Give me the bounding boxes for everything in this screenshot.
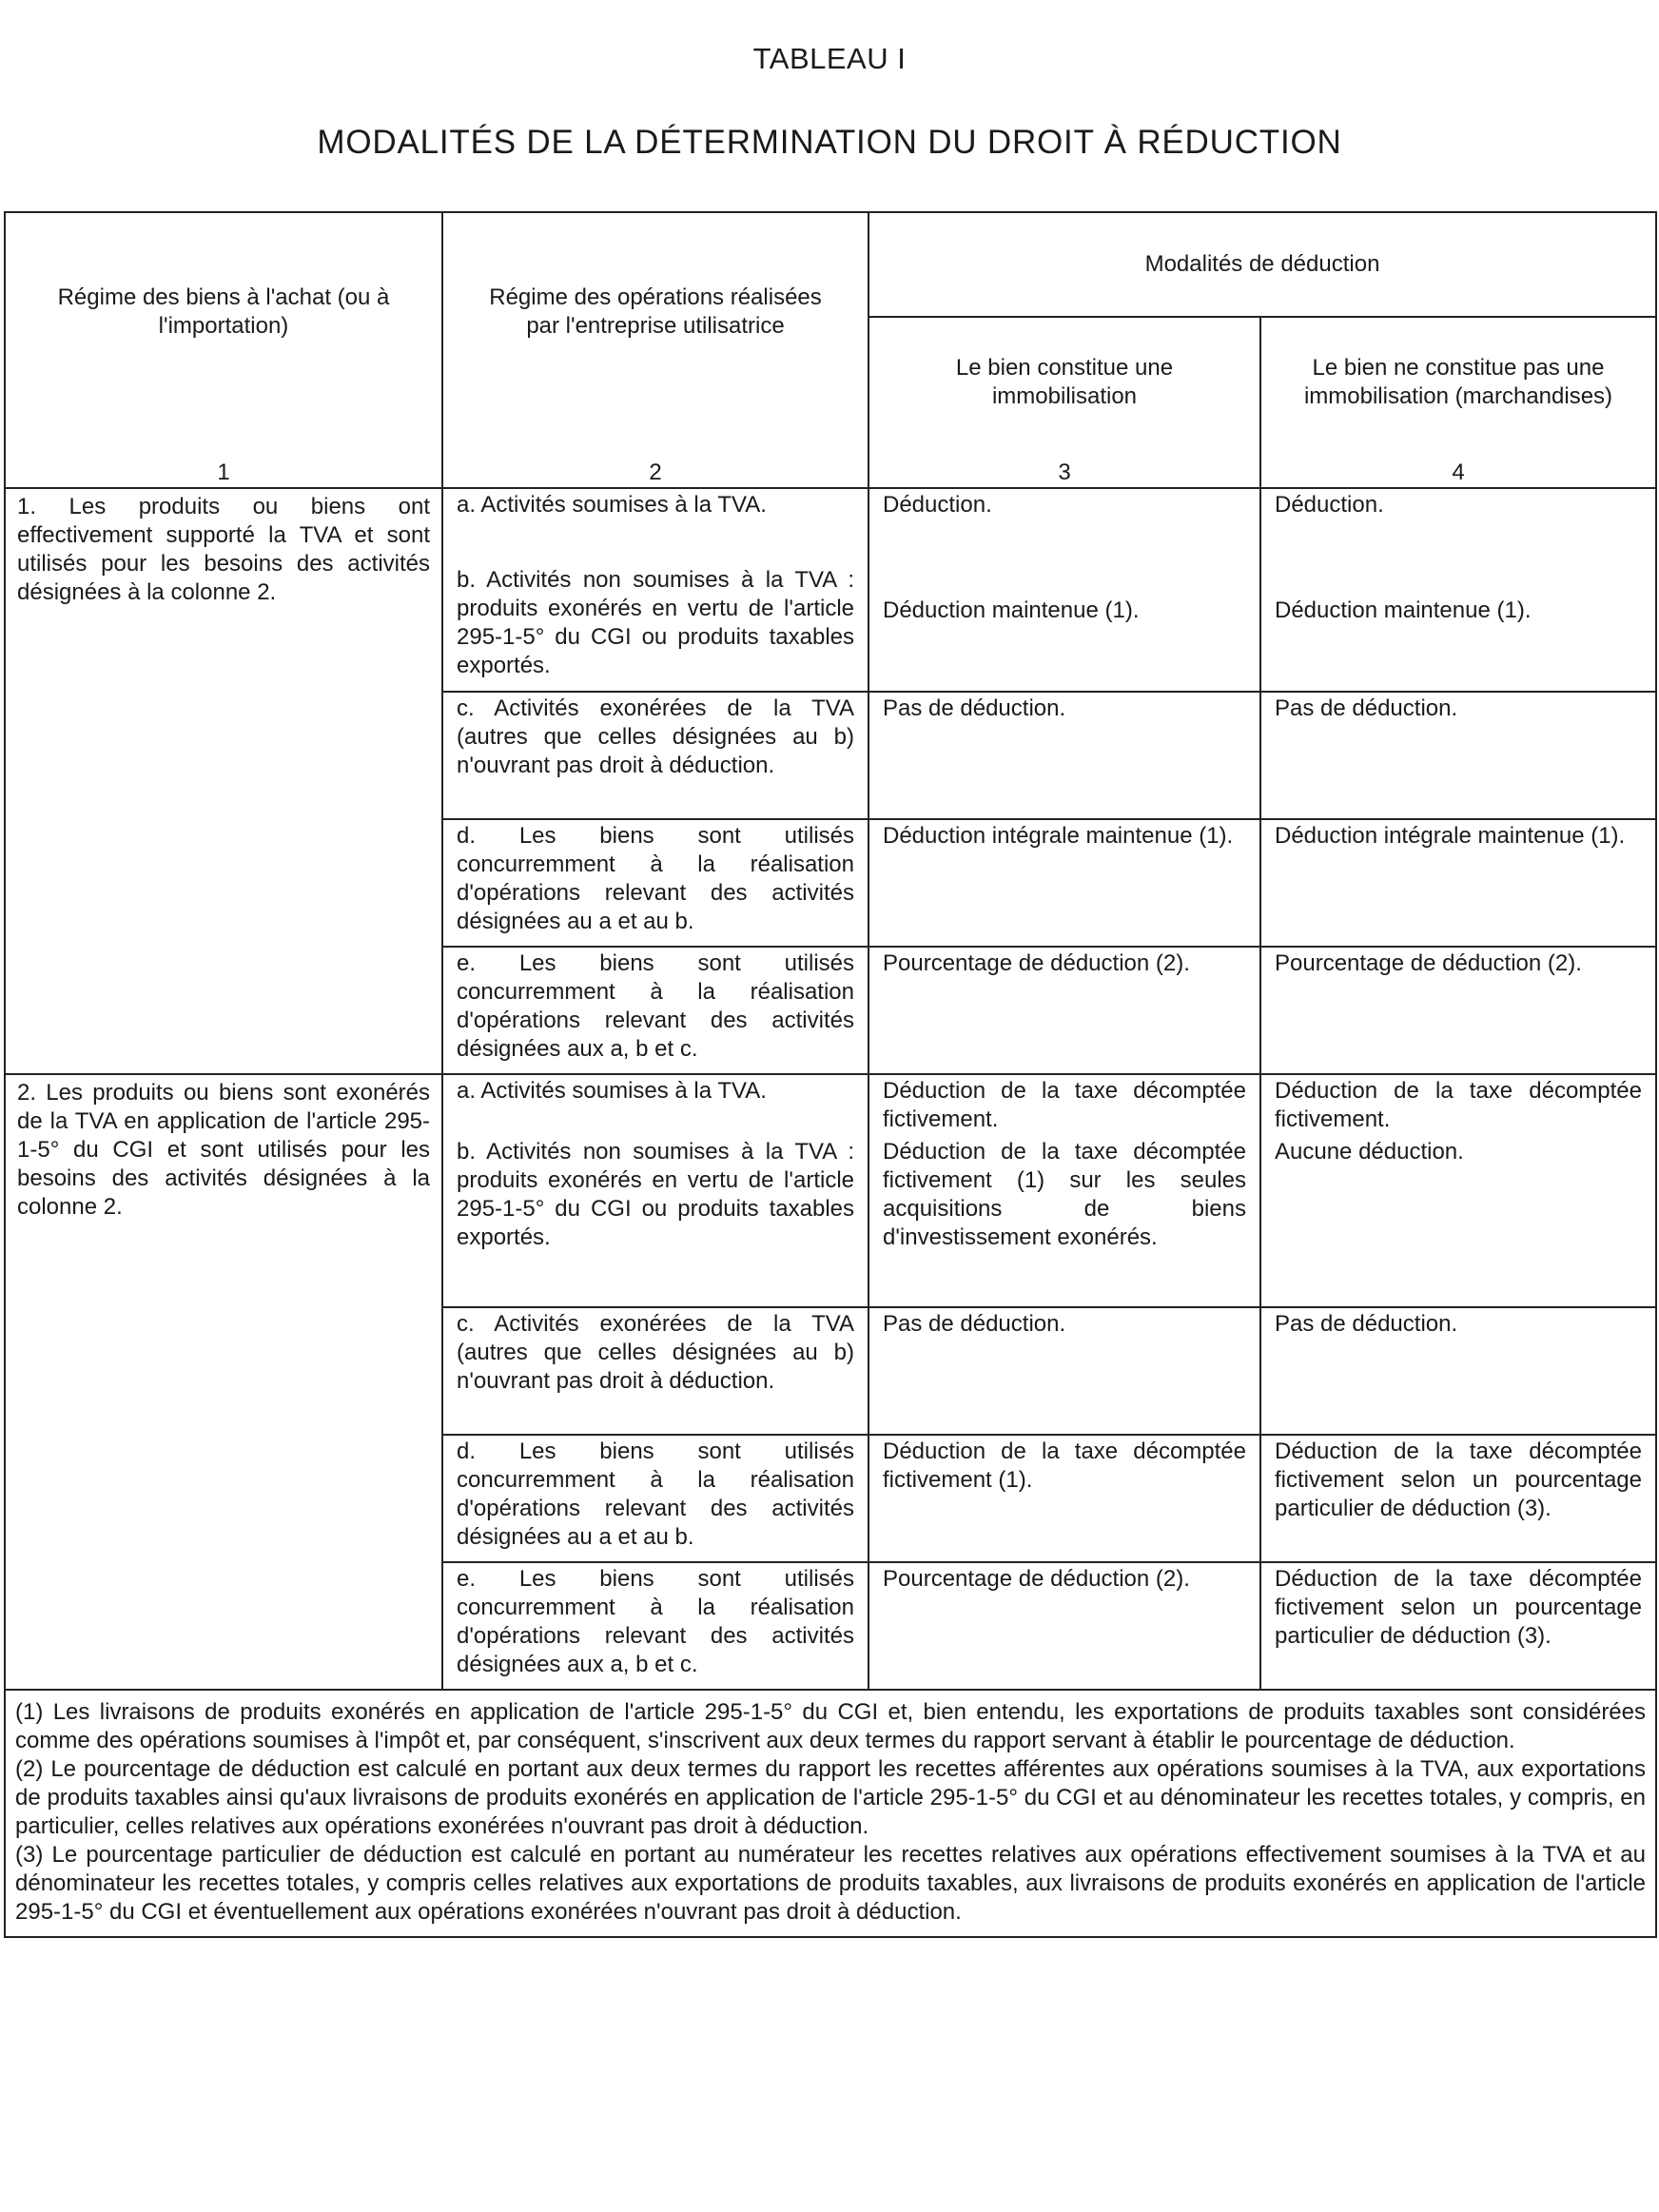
header-col1-number: 1 bbox=[217, 460, 230, 485]
header-col2-label: Régime des opérations réalisées par l'entreprise utilisatrice bbox=[489, 284, 822, 339]
footnotes bbox=[5, 1690, 1656, 1937]
footnotes-row bbox=[5, 1690, 1656, 1937]
marchandises-cell: Déduction. bbox=[1260, 488, 1656, 564]
footnote-2: (2) Le pourcentage de déduction est calculé en portant aux deux termes du rapport les recettes afférentes aux opérations soumises à la TVA, aux exportations de produits taxables ainsi qu'aux livraisons de produits exonérés en application de l'article 295-1-5° du CGI et au dénominateur les recettes totales, y compris, en particulier, celles relatives aux opérations exonérées n'ouvrant pas droit à déduction. bbox=[15, 1756, 1646, 1839]
marchandises-cell: Déduction de la taxe décomptée fictivement selon un pourcentage particulier de déduction (3). bbox=[1260, 1562, 1656, 1690]
header-col2-number: 2 bbox=[649, 460, 662, 485]
immobilisation-cell: Pas de déduction. bbox=[869, 1307, 1260, 1435]
page-title: MODALITÉS DE LA DÉTERMINATION DU DROIT À RÉDUCTION bbox=[317, 124, 1342, 161]
immobilisation-cell: Déduction de la taxe décomptée fictivement. bbox=[869, 1074, 1260, 1136]
marchandises-cell: Pourcentage de déduction (2). bbox=[1260, 947, 1656, 1074]
immobilisation-cell: Pourcentage de déduction (2). bbox=[869, 1562, 1260, 1690]
marchandises-cell: Déduction de la taxe décomptée fictivement. bbox=[1260, 1074, 1656, 1136]
header-group: Modalités de déduction bbox=[869, 212, 1656, 317]
header-col1-label: Régime des biens à l'achat (ou à l'importation) bbox=[57, 284, 390, 339]
header-col4-number: 4 bbox=[1452, 460, 1465, 485]
operation-cell: c. Activités exonérées de la TVA (autres que celles désignées au b) n'ouvrant pas droit à déduction. bbox=[442, 692, 869, 819]
header-col4-label: Le bien ne constitue pas une immobilisation (marchandises) bbox=[1303, 355, 1613, 409]
operation-cell: d. Les biens sont utilisés concurremment à la réalisation d'opérations relevant des activités désignées au a et au b. bbox=[442, 1435, 869, 1562]
footnote-3: (3) Le pourcentage particulier de déduction est calculé en portant au numérateur les recettes relatives aux opérations effectivement soumises à la TVA et au dénominateur les recettes totales, y compris celles relatives aux exportations de produits taxables, aux livraisons de produits exonérés en application de l'article 295-1-5° du CGI et éventuellement aux opérations exonérées n'ouvrant pas droit à déduction. bbox=[15, 1842, 1646, 1925]
marchandises-cell: Aucune déduction. bbox=[1260, 1136, 1656, 1307]
table-number: TABLEAU I bbox=[752, 42, 907, 75]
header-col1 bbox=[5, 212, 442, 488]
marchandises-cell: Déduction maintenue (1). bbox=[1260, 564, 1656, 692]
header-col3 bbox=[869, 317, 1260, 488]
header-col4 bbox=[1260, 317, 1656, 488]
header-col3-label: Le bien constitue une immobilisation bbox=[955, 355, 1174, 409]
regime-cell: 2. Les produits ou biens sont exonérés de la TVA en application de l'article 295-1-5° du CGI et sont utilisés pour les besoins des activités désignées à la colonne 2. bbox=[5, 1074, 442, 1690]
marchandises-cell: Déduction de la taxe décomptée fictivement selon un pourcentage particulier de déduction (3). bbox=[1260, 1435, 1656, 1562]
operation-cell: b. Activités non soumises à la TVA : produits exonérés en vertu de l'article 295-1-5° du CGI ou produits taxables exportés. bbox=[442, 1136, 869, 1307]
operation-cell: d. Les biens sont utilisés concurremment à la réalisation d'opérations relevant des activités désignées au a et au b. bbox=[442, 819, 869, 947]
operation-cell: a. Activités soumises à la TVA. bbox=[442, 1074, 869, 1136]
immobilisation-cell: Déduction intégrale maintenue (1). bbox=[869, 819, 1260, 947]
operation-cell: b. Activités non soumises à la TVA : produits exonérés en vertu de l'article 295-1-5° du CGI ou produits taxables exportés. bbox=[442, 564, 869, 692]
header-col2 bbox=[442, 212, 869, 488]
regime-cell: 1. Les produits ou biens ont effectivement supporté la TVA et sont utilisés pour les besoins des activités désignées à la colonne 2. bbox=[5, 488, 442, 1074]
operation-cell: e. Les biens sont utilisés concurremment à la réalisation d'opérations relevant des activités désignées aux a, b et c. bbox=[442, 1562, 869, 1690]
marchandises-cell: Pas de déduction. bbox=[1260, 1307, 1656, 1435]
marchandises-cell: Pas de déduction. bbox=[1260, 692, 1656, 819]
operation-cell: a. Activités soumises à la TVA. bbox=[442, 488, 869, 564]
deduction-table bbox=[4, 211, 1657, 1938]
immobilisation-cell: Déduction de la taxe décomptée fictivement (1). bbox=[869, 1435, 1260, 1562]
table-row bbox=[5, 488, 1656, 564]
marchandises-cell: Déduction intégrale maintenue (1). bbox=[1260, 819, 1656, 947]
header-col3-number: 3 bbox=[1058, 460, 1071, 485]
immobilisation-cell: Pourcentage de déduction (2). bbox=[869, 947, 1260, 1074]
operation-cell: e. Les biens sont utilisés concurremment à la réalisation d'opérations relevant des activités désignées aux a, b et c. bbox=[442, 947, 869, 1074]
footnote-1: (1) Les livraisons de produits exonérés en application de l'article 295-1-5° du CGI et, bien entendu, les exportations de produits taxables sont considérées comme des opérations soumises à l'impôt et, par conséquent, s'inscrivent aux deux termes du rapport servant à établir le pourcentage de déduction. bbox=[15, 1699, 1646, 1753]
table-row bbox=[5, 1074, 1656, 1136]
immobilisation-cell: Déduction maintenue (1). bbox=[869, 564, 1260, 692]
immobilisation-cell: Déduction. bbox=[869, 488, 1260, 564]
immobilisation-cell: Pas de déduction. bbox=[869, 692, 1260, 819]
immobilisation-cell: Déduction de la taxe décomptée fictivement (1) sur les seules acquisitions de biens d'investissement exonérés. bbox=[869, 1136, 1260, 1307]
operation-cell: c. Activités exonérées de la TVA (autres que celles désignées au b) n'ouvrant pas droit à déduction. bbox=[442, 1307, 869, 1435]
